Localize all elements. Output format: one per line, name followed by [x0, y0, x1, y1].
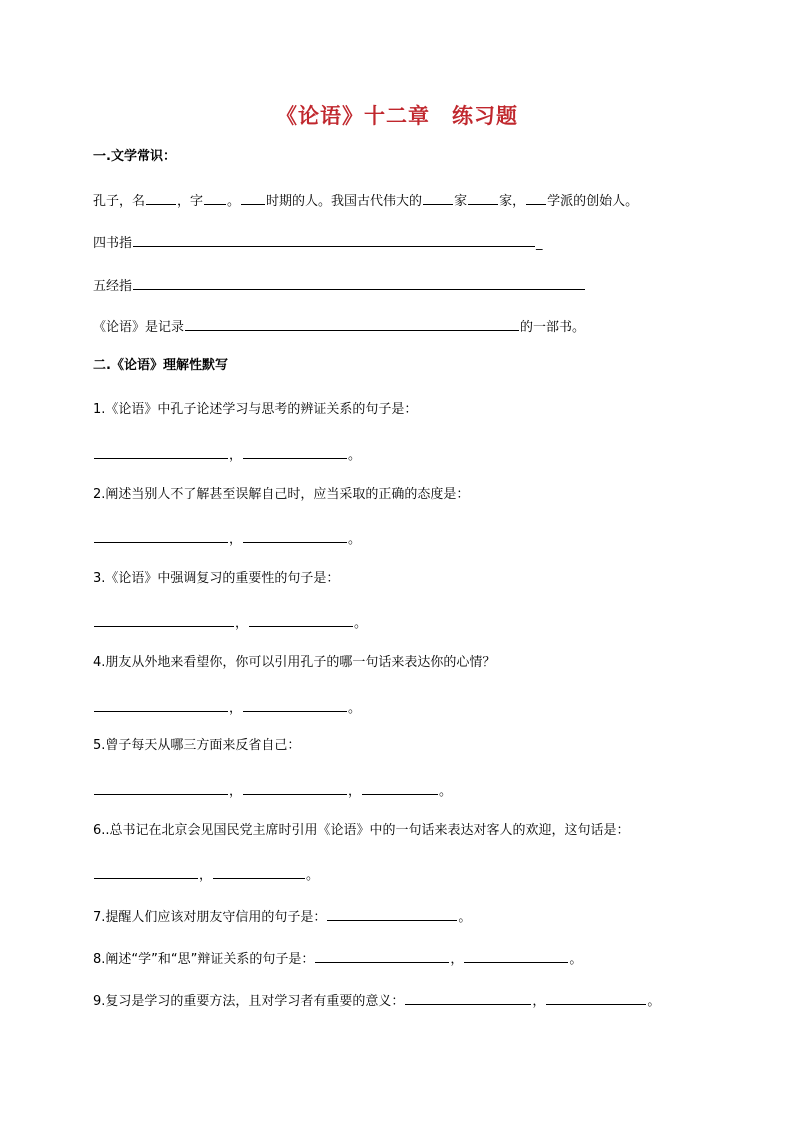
section1-q2: 四书指 _: [93, 232, 543, 253]
answer-row-1: ， 。: [93, 444, 361, 465]
answer-row-2: ， 。: [93, 528, 361, 549]
blank-jia1[interactable]: [423, 190, 453, 205]
answer-blank[interactable]: [243, 528, 347, 543]
answer-row-5: ， ， 。: [93, 780, 452, 801]
answer-blank[interactable]: [213, 864, 305, 879]
answer-blank[interactable]: [243, 780, 347, 795]
answer-blank[interactable]: [94, 528, 228, 543]
blank-five-classics[interactable]: [133, 275, 585, 290]
question-8: 8.阐述“学”和“思”辩证关系的句子是： ， 。: [93, 948, 582, 969]
question-3: 3.《论语》中强调复习的重要性的句子是：: [93, 571, 340, 586]
answer-blank[interactable]: [243, 444, 347, 459]
section1-q4: 《论语》是记录 的一部书。: [93, 316, 585, 337]
blank-period[interactable]: [241, 190, 265, 205]
answer-blank[interactable]: [94, 697, 228, 712]
answer-blank[interactable]: [243, 697, 347, 712]
answer-blank[interactable]: [405, 990, 531, 1005]
answer-blank[interactable]: [94, 864, 198, 879]
answer-row-3: ， 。: [93, 612, 367, 633]
section1-heading: 一.文学常识：: [93, 149, 176, 164]
section2-heading: 二.《论语》理解性默写: [93, 358, 228, 373]
answer-blank[interactable]: [94, 444, 228, 459]
answer-blank[interactable]: [94, 780, 228, 795]
answer-blank[interactable]: [546, 990, 646, 1005]
answer-blank[interactable]: [249, 612, 353, 627]
page-title: [0, 100, 794, 130]
answer-blank[interactable]: [464, 948, 568, 963]
answer-row-4: ， 。: [93, 697, 361, 718]
answer-blank[interactable]: [94, 612, 234, 627]
question-2: 2.阐述当别人不了解甚至误解自己时，应当采取的正确的态度是：: [93, 487, 470, 502]
question-4: 4.朋友从外地来看望你，你可以引用孔子的哪一句话来表达你的心情？: [93, 655, 496, 670]
blank-ming[interactable]: [146, 190, 176, 205]
blank-school[interactable]: [526, 190, 546, 205]
question-9: 9.复习是学习的重要方法，且对学习者有重要的意义： ， 。: [93, 990, 660, 1011]
title-sub: 练习题: [452, 103, 518, 128]
blank-jia2[interactable]: [468, 190, 498, 205]
title-main: 《论语》十二章: [276, 103, 430, 128]
blank-zi[interactable]: [204, 190, 226, 205]
answer-row-6: ， 。: [93, 864, 319, 885]
blank-four-books[interactable]: [133, 232, 535, 247]
blank-record[interactable]: [185, 316, 519, 331]
answer-blank[interactable]: [362, 780, 438, 795]
section1-q1: 孔子，名 ，字 。 时期的人。我国古代伟大的 家 家， 学派的创始人。: [93, 190, 638, 211]
question-7: 7.提醒人们应该对朋友守信用的句子是： 。: [93, 906, 471, 927]
question-6: 6..总书记在北京会见国民党主席时引用《论语》中的一句话来表达对客人的欢迎，这句话是：: [93, 823, 630, 838]
question-1: 1.《论语》中孔子论述学习与思考的辨证关系的句子是：: [93, 402, 418, 417]
question-5: 5.曾子每天从哪三方面来反省自己：: [93, 738, 301, 753]
section1-q3: 五经指: [93, 275, 586, 296]
answer-blank[interactable]: [315, 948, 449, 963]
answer-blank[interactable]: [327, 906, 457, 921]
